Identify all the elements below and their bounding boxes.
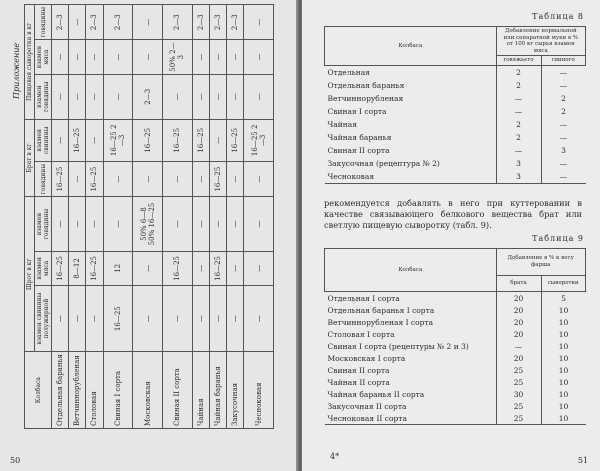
- table-cell: 16—25: [86, 161, 103, 196]
- table-cell: 10: [541, 400, 586, 412]
- table-cell: 2: [496, 118, 541, 131]
- table-cell: 16—25: [103, 286, 133, 352]
- table9-col-sausage: Колбаса: [325, 249, 497, 292]
- table8-caption: Таблица 8: [532, 12, 584, 21]
- table-cell: —: [227, 251, 244, 285]
- row-name: Отдельная баранья I сорта: [327, 305, 435, 315]
- table-cell: —: [496, 105, 541, 118]
- table-row: [325, 79, 586, 92]
- table-cell: —: [52, 286, 69, 352]
- table-row: [325, 400, 586, 412]
- table-cell: —: [541, 65, 586, 79]
- table9: [324, 248, 586, 425]
- table-row: [244, 5, 274, 429]
- table-cell: —: [133, 286, 163, 352]
- table-cell: —: [192, 197, 209, 251]
- table-cell: 10: [541, 340, 586, 352]
- table-cell: 50% 6—8 50% 16—25: [133, 197, 163, 251]
- table-cell: —: [244, 40, 274, 74]
- table8: [324, 26, 586, 184]
- row-name: Ветчиннорубленая I сорта: [327, 317, 434, 327]
- table-cell: —: [192, 251, 209, 285]
- row-name: Чайная баранья: [209, 352, 226, 429]
- table-cell: —: [227, 74, 244, 119]
- table-cell: —: [103, 197, 133, 251]
- table-row: [325, 131, 586, 144]
- table-cell: —: [69, 286, 86, 352]
- row-name: Чесноковая: [325, 170, 497, 184]
- row-name: Свиная I сорта: [327, 106, 387, 116]
- table-row: [325, 352, 586, 364]
- table9-col-b: сыворотки: [541, 275, 586, 291]
- table-row: [209, 5, 226, 429]
- table-cell: —: [496, 92, 541, 105]
- table-cell: 2—3: [133, 74, 163, 119]
- row-name: Отдельная I сорта: [327, 293, 400, 303]
- table-cell: 2—3: [52, 5, 69, 40]
- table-cell: —: [52, 40, 69, 74]
- table-row: [325, 388, 586, 400]
- table-cell: 16—25: [162, 119, 192, 161]
- table-cell: 10: [541, 316, 586, 328]
- table-cell: 3: [496, 170, 541, 184]
- table-cell: —: [86, 119, 103, 161]
- table-row: [325, 157, 586, 170]
- table-cell: —: [209, 119, 226, 161]
- table-row: [325, 376, 586, 388]
- table9-col-a: брата: [496, 275, 541, 291]
- sub-header: говядины: [35, 161, 52, 196]
- table-cell: 2: [496, 65, 541, 79]
- appendix-table-rotated: [12, 4, 277, 429]
- table-cell: —: [162, 161, 192, 196]
- table9-caption: Таблица 9: [532, 234, 584, 243]
- table-cell: —: [541, 131, 586, 144]
- col-sausage-header: Колбаса: [25, 352, 52, 429]
- sub-header: взамен свинины полужирной: [35, 286, 52, 352]
- sub-header: взамен говядины: [35, 74, 52, 119]
- table-row: [325, 118, 586, 131]
- table-cell: 20: [496, 304, 541, 316]
- table-cell: —: [69, 40, 86, 74]
- table-cell: —: [227, 286, 244, 352]
- table-cell: —: [541, 118, 586, 131]
- table-cell: —: [541, 157, 586, 170]
- table-cell: —: [133, 161, 163, 196]
- table-row: [162, 5, 192, 429]
- table-row: [325, 412, 586, 425]
- table-cell: 20: [496, 352, 541, 364]
- row-name: Отдельная: [327, 67, 370, 77]
- table-cell: —: [244, 286, 274, 352]
- row-name: Отдельная баранья: [52, 352, 69, 429]
- table-cell: 25: [496, 364, 541, 376]
- table-cell: —: [227, 161, 244, 196]
- table-cell: 16—25: [52, 161, 69, 196]
- table8-col-group: Добавление нормальной или сепаратной муки в % от 100 кг сырья взамен мяса: [496, 27, 586, 56]
- table-cell: —: [86, 40, 103, 74]
- table-cell: 2: [496, 131, 541, 144]
- table-cell: —: [192, 286, 209, 352]
- row-name: Чесноковая II сорта: [325, 412, 497, 425]
- group-protein-header: Пищевая сыворотка в кг: [25, 5, 35, 120]
- table-cell: 20: [496, 292, 541, 305]
- table-row: [227, 5, 244, 429]
- row-name: Столовая: [86, 352, 103, 429]
- right-page: [302, 0, 600, 471]
- sub-header: взамен мяса: [35, 251, 52, 285]
- table-cell: 8—12: [69, 251, 86, 285]
- group-shrot-header: Шрот в кг: [25, 197, 35, 352]
- row-name: Свиная II сорта: [327, 365, 390, 375]
- table-cell: —: [192, 40, 209, 74]
- table-cell: —: [103, 74, 133, 119]
- table-cell: 12: [103, 251, 133, 285]
- group-brat-header: Брат в кг: [25, 119, 35, 197]
- table-cell: —: [69, 74, 86, 119]
- row-name: Чайная баранья: [327, 132, 392, 142]
- table-row: [325, 340, 586, 352]
- table-cell: —: [162, 197, 192, 251]
- table-cell: 2—3: [103, 5, 133, 40]
- table-cell: 2: [541, 105, 586, 118]
- table-row: [52, 5, 69, 429]
- table-cell: 10: [541, 388, 586, 400]
- table-cell: —: [52, 119, 69, 161]
- table-row: [325, 328, 586, 340]
- table-cell: 3: [541, 144, 586, 157]
- table-cell: —: [103, 161, 133, 196]
- table-cell: 2—3: [192, 5, 209, 40]
- row-name: Чайная II сорта: [327, 377, 390, 387]
- table-cell: 16—25: [69, 119, 86, 161]
- table-cell: 2—3: [86, 5, 103, 40]
- table-cell: —: [86, 286, 103, 352]
- sub-header: взамен мяса: [35, 40, 52, 74]
- table-cell: —: [244, 161, 274, 196]
- table8-col-b: свиного: [541, 56, 586, 66]
- row-name: Ветчиннорубленая: [69, 352, 86, 429]
- table-cell: —: [244, 197, 274, 251]
- table-cell: —: [52, 74, 69, 119]
- table-cell: 16—25: [52, 251, 69, 285]
- table-row: [69, 5, 86, 429]
- table-cell: —: [162, 286, 192, 352]
- appendix-table-wrap: [12, 4, 280, 434]
- table-cell: —: [86, 74, 103, 119]
- table-row: [325, 364, 586, 376]
- table-cell: 10: [541, 352, 586, 364]
- table-cell: 16—25 2—3: [103, 119, 133, 161]
- body-paragraph: рекомендуется добавлять в него при куттеровании в качестве связывающего белкового вещества брат или светлую пищевую сыворотку (табл. 9).: [324, 198, 582, 230]
- table-row: [325, 170, 586, 184]
- table-cell: 3: [496, 157, 541, 170]
- page-number-left: 50: [10, 456, 21, 465]
- table-row: [325, 304, 586, 316]
- row-name: Свиная II сорта: [327, 145, 390, 155]
- table8-col-a: говяжьего: [496, 56, 541, 66]
- table-cell: —: [244, 74, 274, 119]
- appendix-table: [24, 4, 274, 429]
- row-name: Ветчиннорубленая: [327, 93, 404, 103]
- sub-header: взамен свинины: [35, 119, 52, 161]
- table-cell: —: [192, 161, 209, 196]
- table-cell: 16—25: [227, 119, 244, 161]
- row-name: Свиная I сорта: [103, 352, 133, 429]
- table-row: [325, 316, 586, 328]
- table-cell: —: [496, 144, 541, 157]
- table-cell: —: [162, 74, 192, 119]
- table-cell: 25: [496, 400, 541, 412]
- table-cell: —: [496, 340, 541, 352]
- table-row: [325, 292, 586, 305]
- table-cell: —: [192, 74, 209, 119]
- table-cell: 16—25: [86, 251, 103, 285]
- table8-col-sausage: Колбаса: [325, 27, 497, 66]
- table-row: [133, 5, 163, 429]
- table-cell: 5: [541, 292, 586, 305]
- sub-header: говядины: [35, 5, 52, 40]
- table-cell: —: [86, 197, 103, 251]
- row-name: Чесноковая: [244, 352, 274, 429]
- table-cell: 30: [496, 388, 541, 400]
- signature-mark: 4*: [330, 452, 340, 461]
- table9-col-group: Добавление в % к весу фарша: [496, 249, 586, 276]
- table-cell: 20: [496, 328, 541, 340]
- table-cell: —: [69, 161, 86, 196]
- table-cell: 2: [496, 79, 541, 92]
- table-row: [325, 144, 586, 157]
- table-row: [325, 65, 586, 79]
- table-cell: —: [69, 5, 86, 40]
- row-name: Столовая I сорта: [327, 329, 395, 339]
- table-cell: 10: [541, 364, 586, 376]
- row-name: Московская I сорта: [327, 353, 406, 363]
- table-cell: —: [541, 79, 586, 92]
- table-cell: 10: [541, 304, 586, 316]
- row-name: Закусочная II сорта: [327, 401, 407, 411]
- table-row: [325, 92, 586, 105]
- table-row: [192, 5, 209, 429]
- table-cell: 16—25: [192, 119, 209, 161]
- table-cell: —: [227, 40, 244, 74]
- table-row: [103, 5, 133, 429]
- row-name: Свиная II сорта: [162, 352, 192, 429]
- table-cell: 16—25: [162, 251, 192, 285]
- table-cell: 10: [541, 376, 586, 388]
- table-cell: —: [209, 197, 226, 251]
- row-name: Закусочная (рецептура № 2): [327, 158, 440, 168]
- table-cell: 20: [496, 316, 541, 328]
- table-cell: —: [209, 74, 226, 119]
- table-cell: —: [541, 170, 586, 184]
- row-name: Чайная: [327, 119, 357, 129]
- row-name: Чайная: [192, 352, 209, 429]
- table-cell: —: [227, 197, 244, 251]
- table-cell: 25: [496, 376, 541, 388]
- table-cell: —: [209, 40, 226, 74]
- table-cell: 2—3: [162, 5, 192, 40]
- row-name: Московская: [133, 352, 163, 429]
- left-page: [0, 0, 298, 471]
- table-cell: 2: [541, 92, 586, 105]
- table-cell: 50% 2—3: [162, 40, 192, 74]
- sub-header: взамен говядины: [35, 197, 52, 251]
- table-cell: 25: [496, 412, 541, 425]
- table-cell: 16—25: [209, 251, 226, 285]
- table-cell: 10: [541, 328, 586, 340]
- table-cell: —: [209, 286, 226, 352]
- row-name: Свиная I сорта (рецептуры № 2 и 3): [327, 341, 469, 351]
- table-cell: 10: [541, 412, 586, 425]
- row-name: Отдельная баранья: [327, 80, 405, 90]
- page-number-right: 51: [577, 456, 588, 465]
- appendix-title: Приложение: [12, 42, 21, 99]
- table-cell: 2—3: [227, 5, 244, 40]
- row-name: Чайная баранья II сорта: [327, 389, 425, 399]
- table-cell: —: [69, 197, 86, 251]
- table-cell: —: [244, 5, 274, 40]
- table-cell: —: [133, 5, 163, 40]
- table-cell: —: [133, 40, 163, 74]
- table-cell: —: [103, 40, 133, 74]
- row-name: Закусочная: [227, 352, 244, 429]
- table-cell: —: [52, 197, 69, 251]
- table-cell: 16—25: [133, 119, 163, 161]
- table-cell: —: [133, 251, 163, 285]
- table-cell: —: [244, 251, 274, 285]
- table-row: [325, 105, 586, 118]
- table-cell: 2—3: [209, 5, 226, 40]
- table-row: [86, 5, 103, 429]
- table-cell: 16—25 2—3: [244, 119, 274, 161]
- table-cell: 16—25: [209, 161, 226, 196]
